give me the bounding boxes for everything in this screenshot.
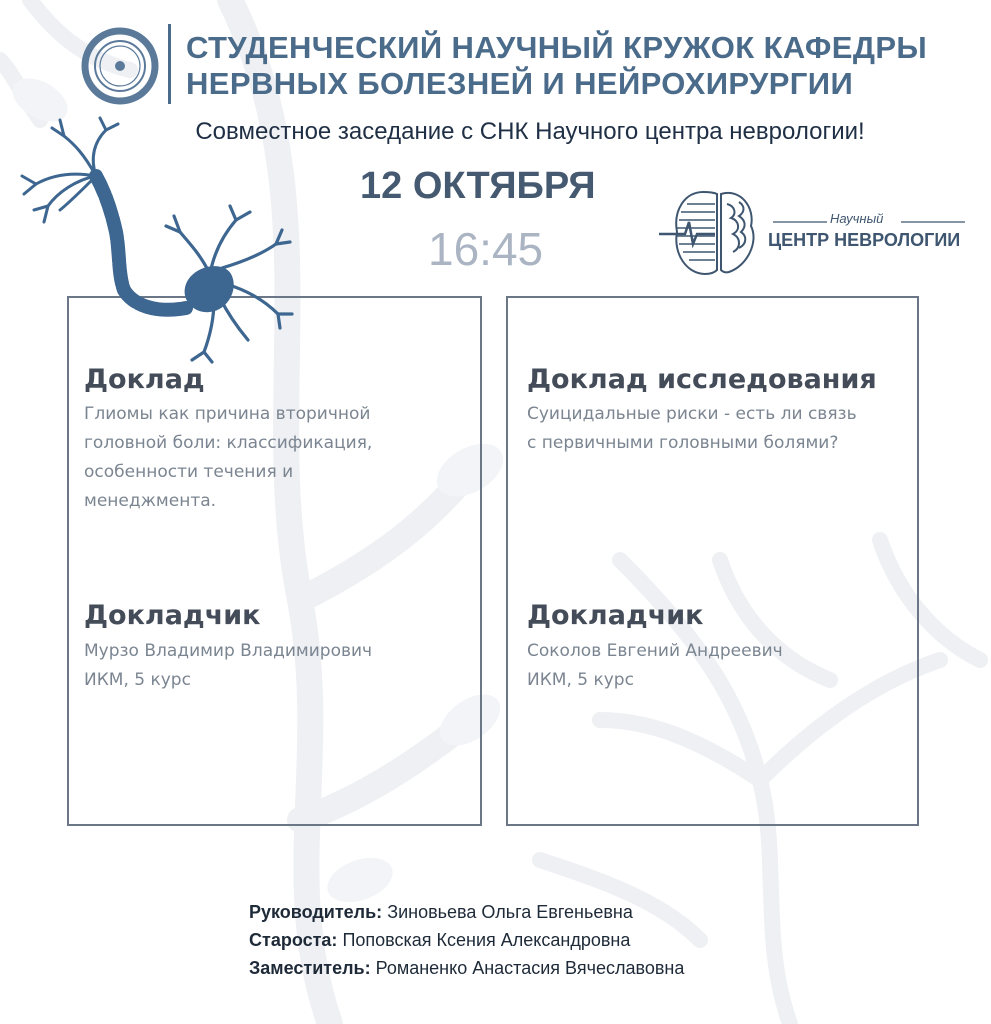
speaker-info (84, 637, 372, 695)
report-topic-line: менеджмента. (84, 491, 217, 511)
speaker-name: Соколов Евгений Андреевич (527, 641, 783, 661)
speaker-info (527, 637, 783, 695)
organizer-role: Руководитель: (249, 902, 383, 922)
report-heading: Доклад исследования (527, 364, 877, 395)
organizer-role: Заместитель: (249, 958, 371, 978)
report-topic (527, 400, 857, 458)
organizer-name: Поповская Ксения Александровна (342, 930, 631, 950)
speaker-heading: Докладчик (84, 600, 261, 631)
event-time: 16:45 (428, 223, 544, 275)
report-topic-line: с первичными головными болями? (527, 433, 839, 453)
report-topic-line: Глиомы как причина вторичной (84, 404, 371, 424)
title-line-2: НЕРВНЫХ БОЛЕЗНЕЙ И НЕЙРОХИРУРГИИ (186, 66, 854, 101)
speaker-heading: Докладчик (527, 600, 704, 631)
organizer-name: Зиновьева Ольга Евгеньевна (387, 902, 633, 922)
title-line-1: СТУДЕНЧЕСКИЙ НАУЧНЫЙ КРУЖОК КАФЕДРЫ (186, 30, 928, 65)
event-date: 12 ОКТЯБРЯ (360, 165, 596, 207)
header-divider (168, 24, 171, 104)
neuron-icon (14, 114, 304, 364)
speaker-name: Мурзо Владимир Владимирович (84, 641, 373, 661)
organizers-list (249, 898, 684, 982)
speaker-course: ИКМ, 5 курс (527, 670, 634, 690)
speaker-course: ИКМ, 5 курс (84, 670, 191, 690)
organizer-row (249, 898, 684, 926)
organizer-row (249, 926, 684, 954)
report-heading: Доклад (84, 364, 205, 395)
organizer-row (249, 954, 684, 982)
partner-kicker: Научный (830, 211, 884, 226)
partner-name: ЦЕНТР НЕВРОЛОГИИ (768, 230, 961, 250)
report-topic-line: головной боли: классификация, (84, 433, 373, 453)
event-subtitle: Совместное заседание с СНК Научного центра неврологии! (195, 118, 865, 145)
report-topic (84, 400, 372, 516)
organizer-name: Романенко Анастасия Вячеславовна (375, 958, 685, 978)
university-logo-icon (80, 26, 160, 106)
report-topic-line: особенности течения и (84, 462, 294, 482)
organizer-role: Староста: (249, 930, 338, 950)
report-topic-line: Суицидальные риски - есть ли связь (527, 404, 857, 424)
page-title (186, 30, 927, 102)
